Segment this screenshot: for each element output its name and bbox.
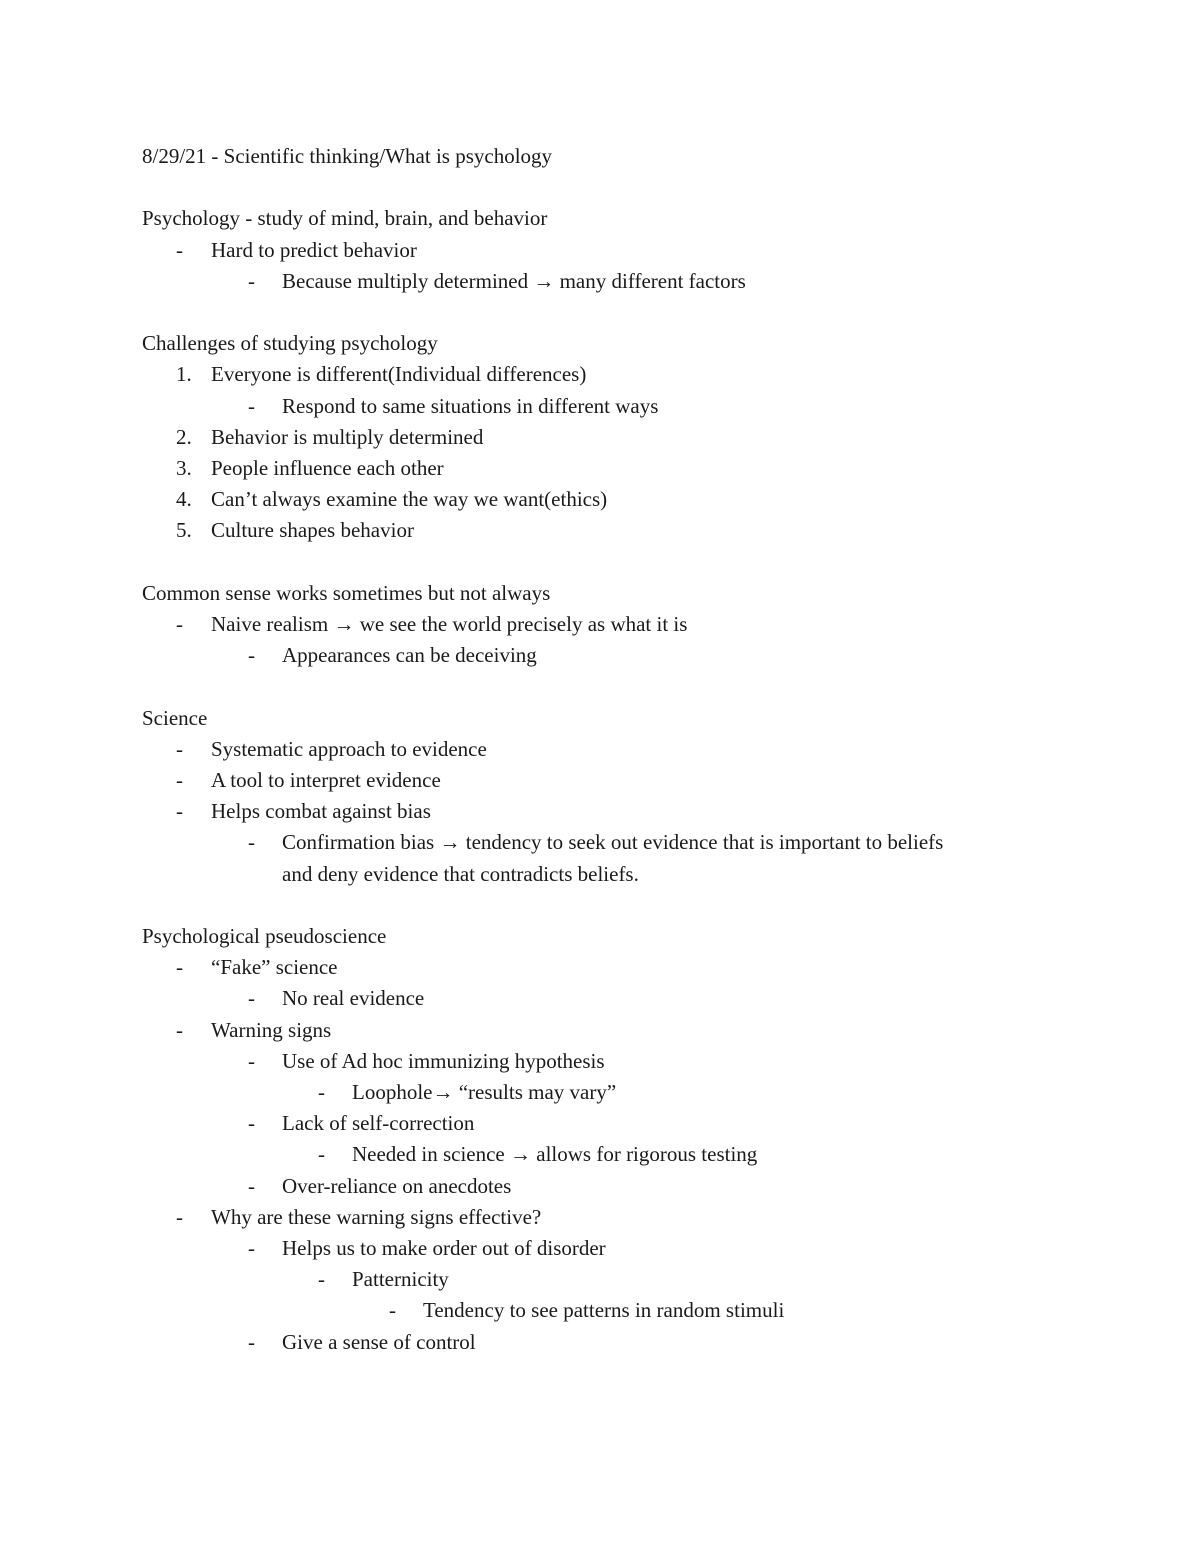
list-item-level-1: Behavior is multiply determined [211,424,484,449]
section-heading: Psychological pseudoscience [142,924,387,948]
list-item-level-2: Use of Ad hoc immunizing hypothesis [282,1048,605,1073]
section-heading: Common sense works sometimes but not always [142,580,551,605]
list-item-level-2: Appearances can be deceiving [282,643,537,668]
bullet-dash: - [318,1267,325,1292]
list-item-level-3: Needed in science → allows for rigorous testing [352,1142,758,1167]
list-item-level-4: Tendency to see patterns in random stimuli [423,1298,785,1323]
list-item-level-1: Why are these warning signs effective? [211,1204,542,1229]
list-item-level-2: Helps us to make order out of disorder [282,1236,606,1260]
list-item-level-2: Lack of self-correction [282,1111,475,1136]
bullet-dash: - [248,1048,255,1073]
list-number: 1. [176,362,192,387]
list-number: 4. [176,487,192,512]
bullet-dash: - [248,830,255,855]
list-item-level-2: Because multiply determined → many different factors [282,268,746,293]
bullet-dash: - [176,237,183,262]
bullet-dash: - [248,268,255,293]
bullet-dash: - [248,986,255,1011]
list-item-level-1: A tool to interpret evidence [211,768,441,792]
list-item-level-1: Naive realism → we see the world precisely as what it is [211,612,688,636]
list-item-level-1: Culture shapes behavior [211,518,414,543]
bullet-dash: - [176,768,183,792]
list-item-level-1: People influence each other [211,456,444,480]
bullet-dash: - [248,1329,255,1354]
document-title: 8/29/21 - Scientific thinking/What is psychology [142,144,553,168]
list-item-level-1: Hard to predict behavior [211,237,417,262]
list-item-level-3: Loophole→ “results may vary” [352,1080,617,1104]
bullet-dash: - [318,1080,325,1104]
list-item-level-2: Confirmation bias → tendency to seek out evidence that is important to beliefs [282,830,944,855]
bullet-dash: - [248,1111,255,1136]
bullet-dash: - [176,1017,183,1042]
section-heading: Science [142,705,208,730]
bullet-dash: - [248,393,255,418]
list-number: 5. [176,518,192,543]
section-heading: Challenges of studying psychology [142,331,438,356]
list-item-level-3: Patternicity [352,1267,449,1292]
bullet-dash: - [176,736,183,761]
list-item-level-1: “Fake” science [211,955,338,980]
list-item-level-1: Everyone is different(Individual differences) [211,362,587,387]
bullet-dash: - [248,1236,255,1260]
bullet-dash: - [176,955,183,980]
bullet-dash: - [389,1298,396,1323]
bullet-dash: - [248,1173,255,1198]
list-item-level-2: and deny evidence that contradicts beliefs. [282,861,639,886]
list-item-level-1: Systematic approach to evidence [211,736,487,761]
list-number: 3. [176,456,192,480]
list-item-level-1: Can’t always examine the way we want(ethics) [211,487,608,512]
section-heading: Psychology - study of mind, brain, and behavior [142,206,548,231]
bullet-dash: - [318,1142,325,1167]
list-item-level-1: Helps combat against bias [211,799,431,824]
list-item-level-2: Give a sense of control [282,1329,476,1354]
bullet-dash: - [248,643,255,668]
bullet-dash: - [176,799,183,824]
list-item-level-2: Respond to same situations in different ways [282,393,659,418]
list-number: 2. [176,424,192,449]
bullet-dash: - [176,612,183,636]
list-item-level-2: Over-reliance on anecdotes [282,1173,512,1198]
list-item-level-1: Warning signs [211,1017,332,1042]
list-item-level-2: No real evidence [282,986,425,1011]
bullet-dash: - [176,1204,183,1229]
